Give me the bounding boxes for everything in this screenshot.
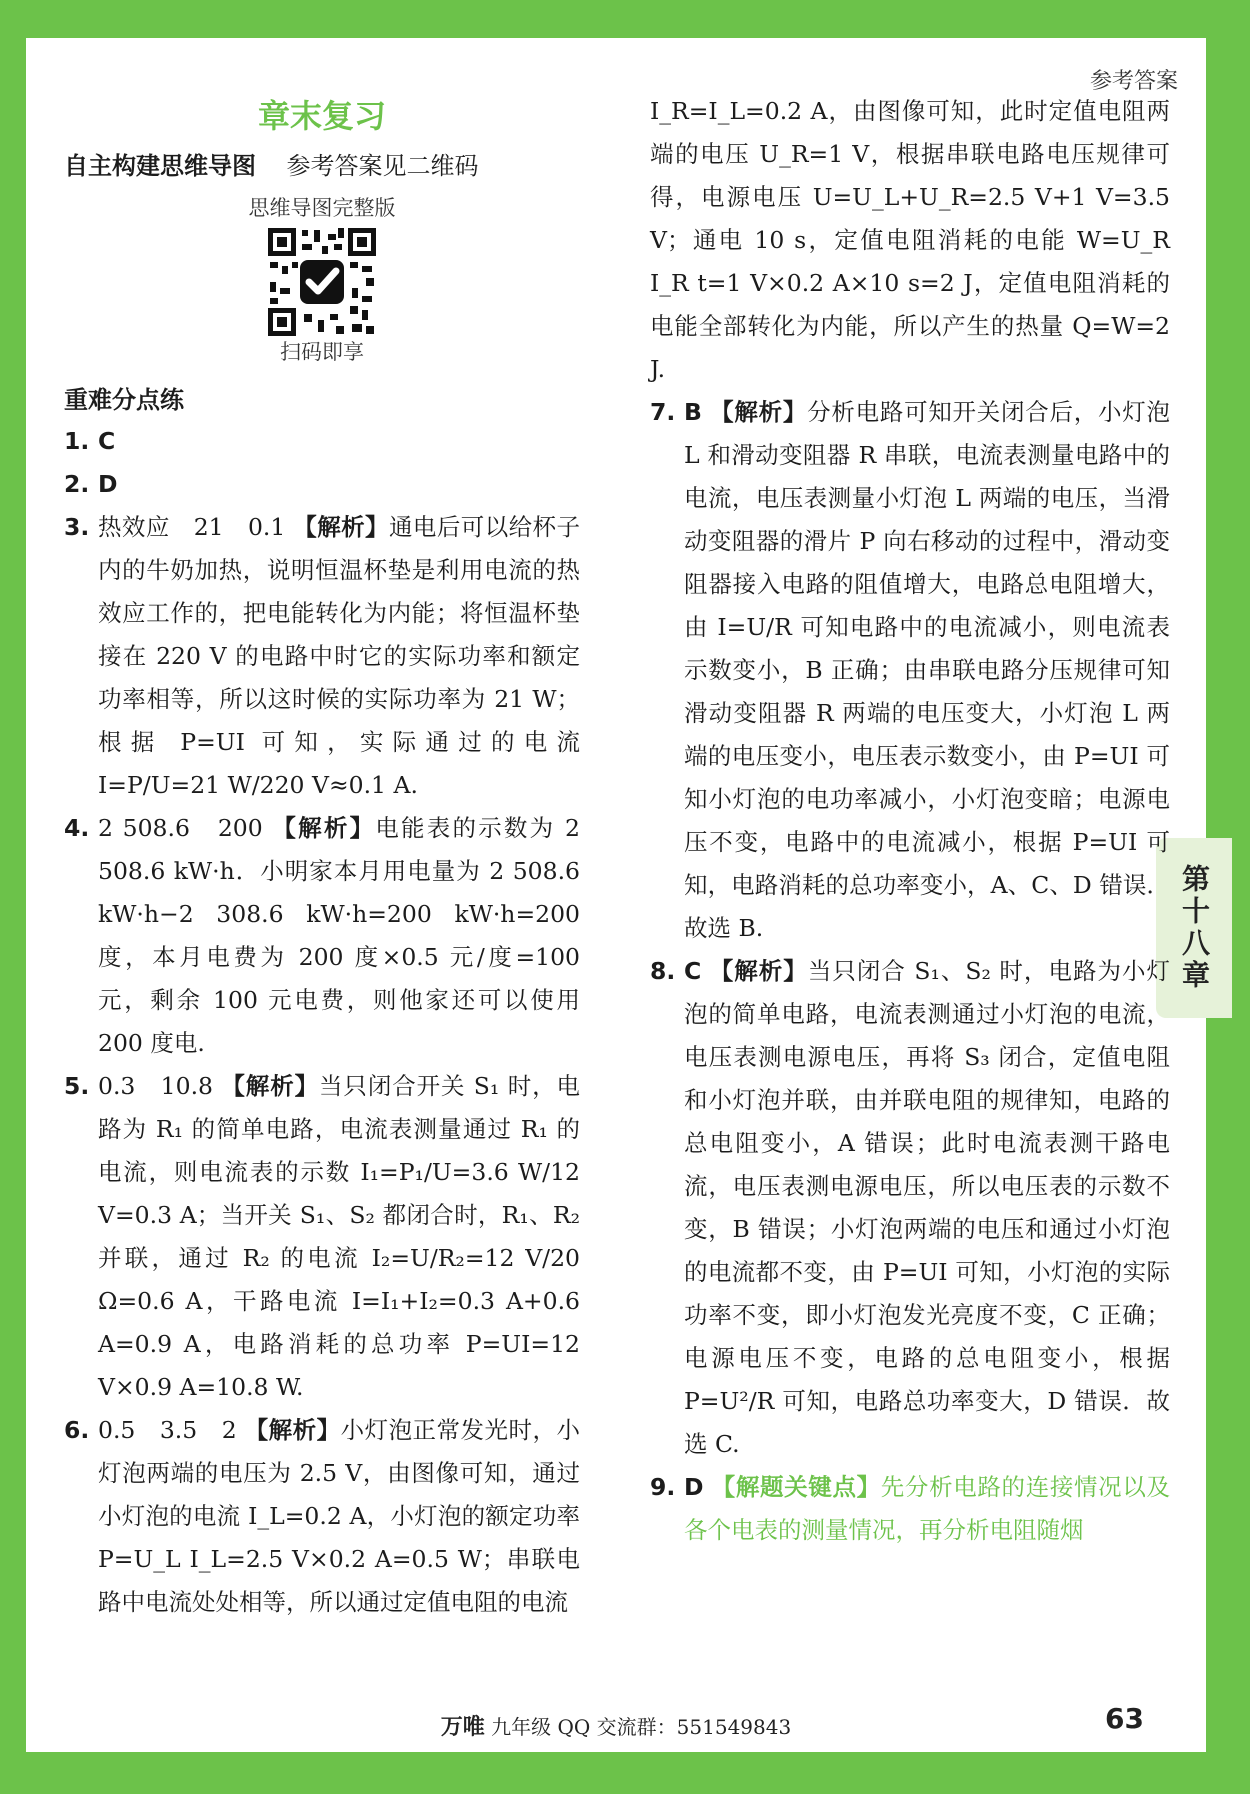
footer-brand: 万唯 bbox=[440, 1715, 485, 1740]
key-point-text: 先分析电路的连接情况以及各个电表的测量情况，再分析电阻随烟 bbox=[684, 1473, 1171, 1544]
item-number: 9. bbox=[650, 1473, 676, 1501]
answer-item-5 bbox=[64, 1065, 580, 1409]
left-column bbox=[64, 38, 580, 1624]
item-answer: B bbox=[684, 398, 702, 426]
green-frame-top bbox=[0, 0, 1250, 38]
answer-item-4 bbox=[64, 807, 580, 1065]
page-footer bbox=[26, 1710, 1206, 1741]
answer-item-3 bbox=[64, 506, 580, 807]
item-answer: C bbox=[98, 427, 116, 455]
item-answer: C bbox=[684, 957, 702, 985]
analysis-tag: 【解析】 bbox=[709, 957, 808, 985]
item-explanation: 当只闭合开关 S₁ 时，电路为 R₁ 的简单电路，电流表测量通过 R₁ 的电流，则电流表的示数 I₁=P₁/U=3.6 W/12 V=0.3 A；当开关 S₁、S₂ 都闭合时，R₁、R₂ 并联，通过 R₂ 的电流 I₂=U/R₂=12 V/20 Ω=0.6 A，干路电流 I=I₁+I₂=0.3 A+0.6 A=0.9 A，电路消耗的总功率 P=UI=12 V×0.9 A=10.8 W. bbox=[98, 1072, 581, 1401]
item-number: 6. bbox=[64, 1416, 90, 1444]
mindmap-subtitle bbox=[64, 148, 580, 184]
item-answer: 2 508.6 200 bbox=[98, 814, 263, 842]
right-column bbox=[650, 38, 1170, 1552]
subtitle-bold: 自主构建思维导图 bbox=[64, 152, 256, 180]
section-heading: 重难分点练 bbox=[64, 386, 184, 414]
item-answer: 0.5 3.5 2 bbox=[98, 1416, 237, 1444]
item-explanation: 通电后可以给杯子内的牛奶加热，说明恒温杯垫是利用电流的热效应工作的，把电能转化为内能；将恒温杯垫接在 220 V 的电路中时它的实际功率和额定功率相等，所以这时候的实际功率为 21 W；根据 P=UI 可知，实际通过的电流 I=P/U=21 W/220 V≈0.1 A. bbox=[98, 513, 580, 799]
item-6-continuation: I_R=I_L=0.2 A，由图像可知，此时定值电阻两端的电压 U_R=1 V，根据串联电路电压规律可得，电源电压 U=U_L+U_R=2.5 V+1 V=3.5 V；通电 10 s，定值电阻消耗的电能 W=U_R I_R t=1 V×0.2 A×10 s=2 J，定值电阻消耗的电能全部转化为内能，所以产生的热量 Q=W=2 J. bbox=[650, 97, 1170, 383]
analysis-tag: 【解析】 bbox=[710, 398, 808, 426]
item-number: 4. bbox=[64, 814, 90, 842]
item-explanation: 电能表的示数为 2 508.6 kW·h．小明家本月用电量为 2 508.6 kW·h−2 308.6 kW·h=200 kW·h=200 度，本月电费为 200 度×0.5 元/度=100 元，剩余 100 元电费，则他家还可以使用 200 度电. bbox=[98, 814, 580, 1057]
answer-item-2 bbox=[64, 463, 580, 506]
item-number: 2. bbox=[64, 470, 90, 498]
qr-code-icon[interactable] bbox=[266, 226, 378, 338]
item-number: 5. bbox=[64, 1072, 90, 1100]
item-answer: D bbox=[684, 1473, 704, 1501]
analysis-tag: 【解析】 bbox=[272, 814, 376, 842]
item-number: 8. bbox=[650, 957, 676, 985]
item-explanation: 当只闭合 S₁、S₂ 时，电路为小灯泡的简单电路，电流表测通过小灯泡的电流，电压表测电源电压，再将 S₃ 闭合，定值电阻和小灯泡并联，由并联电阻的规律知，电路的总电阻变小，A 错误；此时电流表测干路电流，电压表测电源电压，所以电压表的示数不变，B 错误；小灯泡两端的电压和通过小灯泡的电流都不变，由 P=UI 可知，小灯泡的实际功率不变，即小灯泡发光亮度不变，C 正确；电源电压不变，电路的总电阻变小，根据 P=U²/R 可知，电路总功率变大，D 错误．故选 C. bbox=[684, 957, 1170, 1458]
item-explanation: 分析电路可知开关闭合后，小灯泡 L 和滑动变阻器 R 串联，电流表测量电路中的电流，电压表测量小灯泡 L 两端的电压，当滑动变阻器的滑片 P 向右移动的过程中，滑动变阻器接入电路的阻值增大，电路总电阻增大，由 I=U/R 可知电路中的电流减小，则电流表示数变小，B 正确；由串联电路分压规律可知滑动变阻器 R 两端的电压变大，小灯泡 L 两端的电压变小，电压表示数变小，由 P=UI 可知小灯泡的电功率减小，小灯泡变暗；电源电压不变，电路中的电流减小，根据 P=UI 可知，电路消耗的总功率变小，A、C、D 错误．故选 B. bbox=[684, 398, 1170, 942]
item-number: 1. bbox=[64, 427, 90, 455]
answer-item-9 bbox=[650, 1466, 1170, 1552]
item-number: 7. bbox=[650, 398, 676, 426]
page-number: 63 bbox=[1105, 1702, 1144, 1735]
footer-text: 九年级 QQ 交流群：551549843 bbox=[491, 1715, 792, 1739]
item-number: 3. bbox=[64, 513, 90, 541]
green-frame-left bbox=[0, 0, 26, 1794]
answer-item-8 bbox=[650, 950, 1170, 1466]
analysis-tag: 【解析】 bbox=[293, 513, 389, 541]
item-explanation: 小灯泡正常发光时，小灯泡两端的电压为 2.5 V，由图像可知，通过小灯泡的电流 I_L=0.2 A，小灯泡的额定功率 P=U_L I_L=2.5 V×0.2 A=0.5 W；串联电路中电流处处相等，所以通过定值电阻的电流 bbox=[98, 1416, 580, 1616]
key-point-tag: 【解题关键点】 bbox=[711, 1473, 881, 1501]
subtitle-rest: 参考答案见二维码 bbox=[286, 152, 479, 180]
answer-page bbox=[26, 38, 1211, 1752]
item-answer: 热效应 21 0.1 bbox=[98, 513, 286, 541]
answer-item-6 bbox=[64, 1409, 580, 1624]
answer-item-1 bbox=[64, 420, 580, 463]
answer-item-7 bbox=[650, 391, 1170, 950]
qr-scan-text: 扫码即享 bbox=[280, 340, 364, 364]
analysis-tag: 【解析】 bbox=[244, 1416, 341, 1444]
item-answer: D bbox=[98, 470, 118, 498]
page-title: 章末复习 bbox=[257, 97, 386, 135]
analysis-tag: 【解析】 bbox=[221, 1072, 320, 1100]
chapter-tab: 第十八章 bbox=[1156, 838, 1232, 1018]
qr-caption: 思维导图完整版 bbox=[248, 196, 396, 220]
green-frame-bottom bbox=[0, 1752, 1250, 1794]
header-label: 参考答案 bbox=[1089, 69, 1178, 94]
item-answer: 0.3 10.8 bbox=[98, 1072, 214, 1100]
